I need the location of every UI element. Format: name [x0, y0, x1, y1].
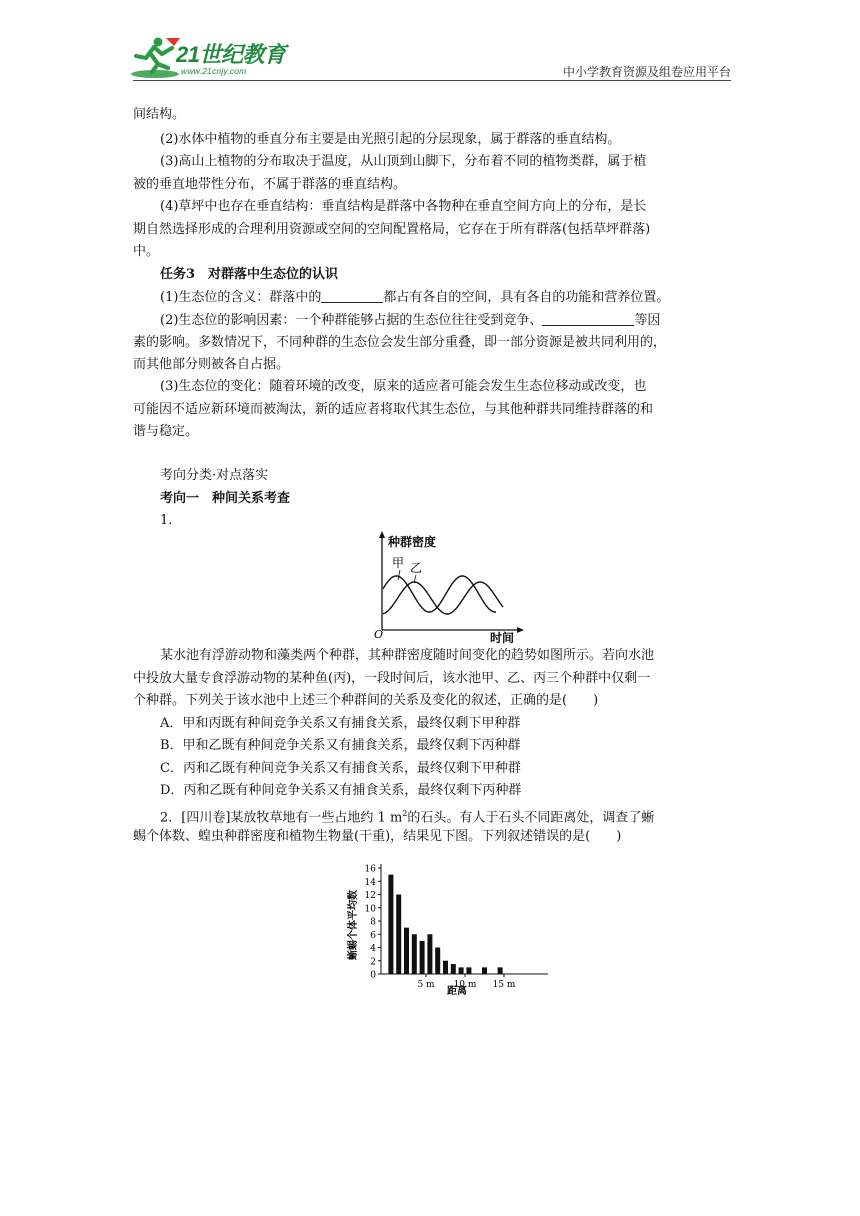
chart2-x-tick-label: 5 m: [417, 980, 435, 990]
task3-line-1: [160, 289, 731, 307]
question-stem: 蜴个体数、蝗虫种群密度和植物生物量(干重)，结果见下图。下列叙述错误的是( ): [133, 829, 622, 844]
chart1-series-label-jia: 甲: [392, 556, 405, 570]
paragraph-line: 素的影响。多数情况下，不同种群的生态位会发生部分重叠，即一部分资源是被共同利用的，: [133, 335, 667, 350]
header-divider: [133, 80, 731, 81]
chart2-bar: [435, 948, 440, 975]
text-fragment: 的石头。有人于石头不同距离处，调查了蜥: [407, 810, 655, 826]
question-stem: 个种群。下列关于该水池中上述三个种群间的关系及变化的叙述，正确的是( ): [133, 693, 599, 708]
chart2-bar: [388, 875, 393, 974]
text-fragment: 都占有各自的空间，具有各自的功能和营养位置。: [383, 290, 670, 305]
chart2-bar: [427, 934, 432, 974]
chart2-x-tick-label: 10 m: [453, 980, 477, 990]
paragraph-line: (3)生态位的变化：随着环境的改变，原来的适应者可能会发生生态位移动或改变，也: [160, 379, 647, 394]
chart2-y-tick-label: 6: [370, 930, 376, 941]
chart2-y-tick-label: 10: [364, 904, 376, 915]
option-b[interactable]: B．甲和乙既有种间竞争关系又有捕食关系，最终仅剩下丙种群: [160, 738, 521, 753]
chart2-y-ticks: [365, 865, 381, 981]
chart2-bar: [459, 967, 464, 974]
chart2-y-tick-label: 8: [370, 917, 376, 928]
paragraph-line: (4)草坪中也存在垂直结构：垂直结构是群落中各物种在垂直空间方向上的分布，是长: [160, 199, 647, 214]
text-fragment: 2．[四川卷]某放牧草地有一些占地约 1 m: [160, 810, 403, 826]
population-density-chart: [368, 528, 528, 644]
chart2-bar: [443, 961, 448, 974]
chart1-x-label: 时间: [490, 631, 515, 644]
chart2-bar: [451, 964, 456, 974]
paragraph-line: 被的垂直地带性分布，不属于群落的垂直结构。: [133, 177, 407, 192]
chart1-x-arrow: [517, 627, 524, 633]
option-d[interactable]: D．丙和乙既有种间竞争关系又有捕食关系，最终仅剩下丙种群: [160, 783, 522, 798]
chart2-y-tick-label: 0: [370, 970, 376, 981]
platform-name: 中小学教育资源及组卷应用平台: [562, 65, 731, 79]
superscript: 2: [402, 809, 408, 818]
logo-url-text: www.21cnjy.com: [181, 66, 247, 76]
chart2-y-tick-label: 4: [370, 944, 376, 954]
chart1-y-arrow: [379, 531, 385, 538]
chart2-bar: [396, 895, 401, 975]
question-stem: 某水池有浮游动物和藻类两个种群，其种群密度随时间变化的趋势如图所示。若向水池: [160, 648, 655, 663]
runner-logo-icon: [128, 36, 182, 80]
task3-line-2: [160, 312, 731, 330]
chart2-y-tick-label: 16: [364, 864, 376, 875]
chart2-y-tick-label: 14: [364, 877, 376, 888]
chart2-bar: [498, 967, 503, 974]
paragraph-line: 中。: [133, 244, 160, 259]
chart1-y-label: 种群密度: [388, 535, 437, 549]
option-a[interactable]: A．甲和丙既有种间竞争关系又有捕食关系，最终仅剩下甲种群: [160, 716, 521, 731]
fill-blank[interactable]: [321, 289, 383, 303]
chart2-bars: [388, 875, 502, 974]
paragraph-line: 可能因不适应新环境而被淘汰，新的适应者将取代其生态位，与其他种群共同维持群落的和: [133, 402, 654, 417]
text-fragment: (2)生态位的影响因素：一个种群能够占据的生态位往往受到竞争、: [160, 313, 543, 328]
question-number: 1.: [160, 513, 173, 528]
paragraph-line: (3)高山上植物的分布取决于温度，从山顶到山脚下，分布着不同的植物类群，属于植: [160, 154, 647, 169]
chart2-bar: [404, 928, 409, 974]
text-fragment: (1)生态位的含义：群落中的: [160, 290, 322, 305]
lizard-distance-chart: [340, 856, 560, 1000]
question-stem: 中投放大量专食浮游动物的某种鱼(丙)，一段时间后，该水池甲、乙、丙三个种群中仅剩一: [133, 671, 651, 686]
paragraph-line: 间结构。: [133, 107, 186, 122]
task3-title: 任务3 对群落中生态位的认识: [160, 267, 339, 282]
fill-blank[interactable]: [542, 312, 634, 326]
section-subtitle: 考向一 种间关系考查: [160, 491, 291, 506]
chart2-x-label: 距离: [447, 986, 467, 997]
text-fragment: 等因: [634, 313, 661, 328]
logo-main-text: 21世纪教育: [176, 42, 286, 67]
paragraph-line: 而其他部分则被各自占据。: [133, 357, 290, 372]
chart2-y-tick-label: 12: [364, 891, 376, 901]
chart2-y-label: 蜥蜴个体平均数: [348, 890, 359, 960]
chart1-series-label-yi: 乙: [410, 561, 423, 575]
question2-stem-line1: [160, 805, 731, 827]
option-c[interactable]: C．丙和乙既有种间竞争关系又有捕食关系，最终仅剩下甲种群: [160, 761, 521, 776]
chart2-bar: [482, 967, 487, 974]
chart2-bar: [420, 941, 425, 974]
paragraph-line: (2)水体中植物的垂直分布主要是由光照引起的分层现象，属于群落的垂直结构。: [160, 132, 621, 147]
chart2-bar: [412, 934, 417, 974]
paragraph-line: 谐与稳定。: [133, 424, 199, 439]
chart2-x-tick-label: 15 m: [492, 980, 516, 990]
section-title: 考向分类·对点落实: [160, 468, 269, 483]
chart1-leader-line: [398, 570, 400, 580]
chart2-bar: [466, 967, 471, 974]
paragraph-line: 期自然选择形成的合理利用资源或空间的空间配置格局，它存在于所有群落(包括草坪群落): [133, 222, 651, 237]
chart1-origin-label: O: [374, 628, 384, 641]
chart2-y-tick-label: 2: [370, 957, 376, 968]
